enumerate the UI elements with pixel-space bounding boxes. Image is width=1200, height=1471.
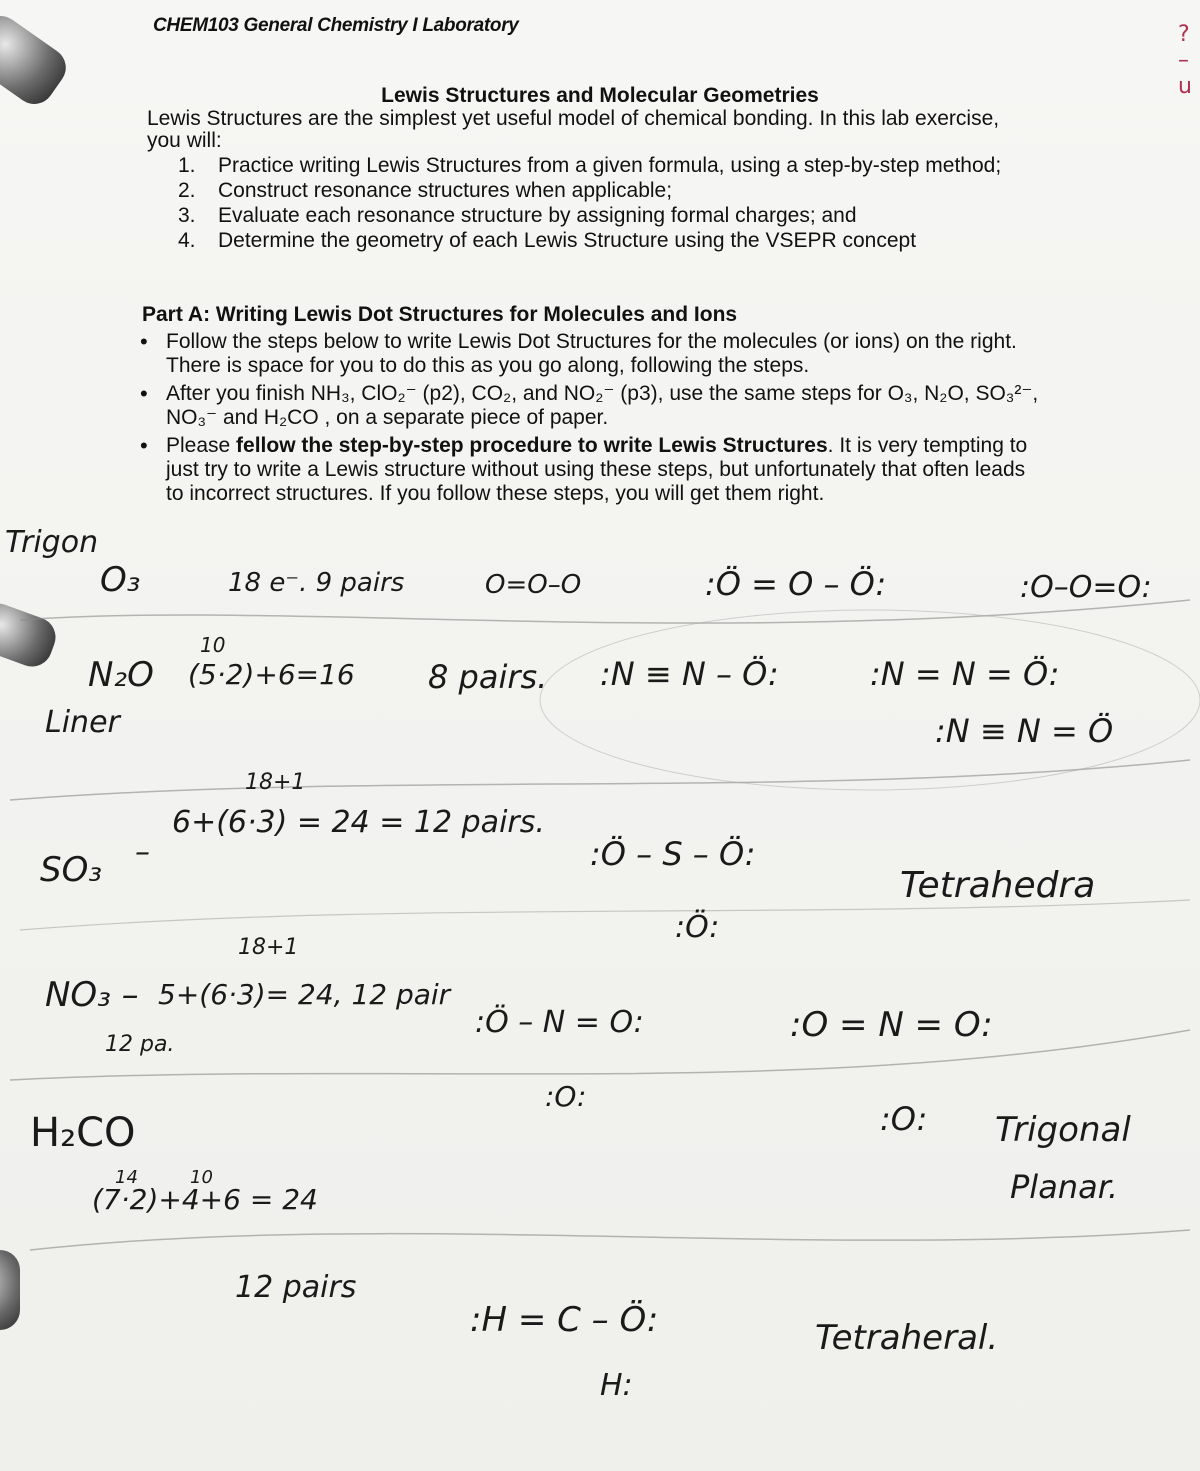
hw-no3-structure-1: :Ö – N = O: <box>475 1005 644 1040</box>
hw-o3-resonance-1: :Ö = O – Ö: <box>705 565 887 603</box>
hw-trigonal: Trigonal <box>995 1110 1131 1150</box>
hw-no3-calc: 5+(6·3)= 24, 12 pair <box>158 978 451 1011</box>
hw-h2co-label: H₂CO <box>30 1110 136 1156</box>
bullet-icon: • <box>140 433 148 458</box>
hw-so3-calc: 6+(6·3) = 24 = 12 pairs. <box>172 805 545 840</box>
objective-item: 4. Determine the geometry of each Lewis Structure using the VSEPR concept <box>178 229 917 252</box>
page-title: Lewis Structures and Molecular Geometries <box>381 84 819 107</box>
hw-so3-structure: :Ö – S – Ö: <box>590 835 756 873</box>
objective-item: 2. Construct resonance structures when applicable; <box>178 179 673 202</box>
course-header: CHEM103 General Chemistry I Laboratory <box>153 15 519 36</box>
hw-o3-resonance-2: :O–O=O: <box>1020 570 1152 605</box>
hw-no3-12: 12 pa. <box>105 1032 175 1057</box>
hw-liner: Liner <box>45 705 120 740</box>
margin-red-mark: ? – u <box>1178 22 1192 99</box>
hw-so3-18: 18+1 <box>245 770 306 795</box>
hw-n2o-resonance-1: :N ≡ N – Ö: <box>600 655 779 693</box>
part-a-heading: Part A: Writing Lewis Dot Structures for Molecules and Ions <box>142 303 738 326</box>
hw-trigon: Trigon <box>5 525 99 560</box>
objectives-list <box>178 154 1028 254</box>
hw-no3-structure-2: :O = N = O: <box>790 1005 993 1045</box>
instruction-item: • After you finish NH₃, ClO₂⁻ (p2), CO₂, and NO₂⁻ (p3), use the same steps for O₃, N₂O, SO₃²⁻, NO₃⁻ and H₂CO , on a separate piece of paper. <box>140 381 1039 429</box>
hw-h2co-10: 10 <box>190 1167 213 1188</box>
hw-o3-draft: O=O–O <box>485 570 582 600</box>
hw-so3-structure-bottom: :Ö: <box>675 910 720 945</box>
hw-no3-structure-1-bottom: :O: <box>545 1080 587 1113</box>
hw-n2o-resonance-3: :N ≡ N = Ö <box>935 712 1114 750</box>
hw-tetrahedral-1: Tetrahedra <box>900 865 1096 906</box>
hw-h2co-structure-bottom: H: <box>600 1368 633 1403</box>
hw-no3-18: 18+1 <box>238 935 299 960</box>
bullet-icon: • <box>140 329 148 354</box>
hw-planar: Planar. <box>1010 1168 1119 1206</box>
hw-h2co-structure: :H = C – Ö: <box>470 1300 659 1340</box>
objective-item: 3. Evaluate each resonance structure by assigning formal charges; and <box>178 204 857 227</box>
instruction-item: • Please fellow the step-by-step procedure to write Lewis Structures. It is very tempting to just try to write a Lewis structure without using these steps, but unfortunately that often leads to incorrect structures. If you follow these steps, you will get them right. <box>140 433 1028 505</box>
hw-o3-count: 18 e⁻. 9 pairs <box>228 568 405 598</box>
bullet-icon: • <box>140 381 148 406</box>
hw-n2o-pairs: 8 pairs. <box>428 658 548 696</box>
hw-h2co-14: 14 <box>115 1167 138 1188</box>
instructions-list <box>140 330 1040 510</box>
hw-o3-label: O₃ <box>100 560 141 600</box>
hw-tetrahedral-2: Tetraheral. <box>815 1318 999 1358</box>
hw-no3-structure-2-bottom: :O: <box>880 1100 928 1138</box>
hw-h2co-calc: (7·2)+4+6 = 24 <box>92 1183 318 1216</box>
hw-h2co-pairs: 12 pairs <box>235 1270 357 1305</box>
instruction-item: • Follow the steps below to write Lewis Dot Structures for the molecules (or ions) on the right. There is space for you to do this as you go along, following the steps. <box>140 329 1017 377</box>
hw-so3-dash: – <box>135 835 150 870</box>
hw-n2o-10: 10 <box>200 633 226 657</box>
hw-n2o-resonance-2: :N = N = Ö: <box>870 655 1060 693</box>
intro-paragraph: Lewis Structures are the simplest yet useful model of chemical bonding. In this lab exercise, you will: <box>147 107 1000 152</box>
objective-item: 1. Practice writing Lewis Structures from a given formula, using a step-by-step method; <box>178 154 1002 177</box>
hw-so3-label: SO₃ <box>40 850 102 890</box>
hw-n2o-label: N₂O <box>88 655 154 695</box>
hw-n2o-calc: (5·2)+6=16 <box>188 658 355 691</box>
hw-no3-label: NO₃ – <box>45 975 139 1015</box>
